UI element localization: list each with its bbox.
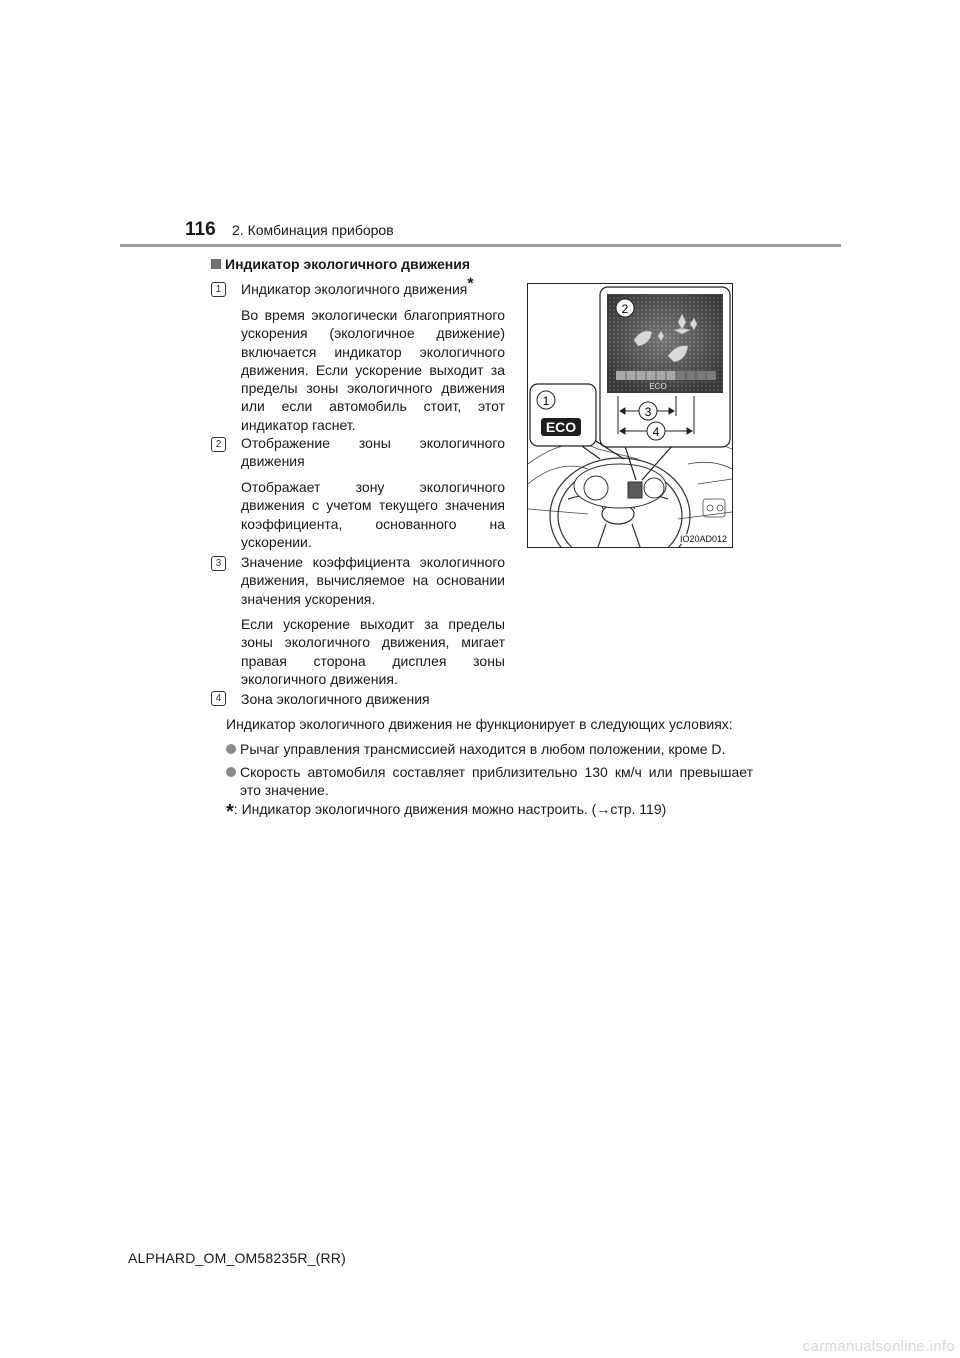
item-title-1-text: Индикатор экологичного движения	[241, 281, 468, 297]
instrument-cluster	[574, 464, 666, 508]
item-title-1	[241, 275, 474, 298]
item-description-1: Во время экологически благоприятного ускорения (экологичное движение) включается индикатор экологичного движения. Если ускорение выходит за пределы зоны экологичного движения или если автомобиль стоит, этот индикатор гаснет.	[241, 307, 505, 433]
eco-zone-bar	[616, 371, 716, 380]
document-code: ALPHARD_OM_OM58235R_(RR)	[128, 1250, 346, 1266]
condition-item-2	[226, 763, 753, 800]
condition-item-1	[226, 740, 753, 758]
callout-1-label: 1	[542, 394, 550, 408]
item-description-3: Если ускорение выходит за пределы зоны экологичного движения, мигает правая сторона дисплея зоны экологичного движения.	[241, 616, 505, 687]
callout-3-label: 3	[644, 405, 652, 419]
item-number-3: 3	[211, 556, 226, 571]
item-title-2: Отображение зоны экологичного движения	[241, 435, 505, 470]
eco-lamp-label: ECO	[545, 419, 577, 435]
square-bullet-icon	[211, 259, 221, 269]
footnote-star: *	[226, 801, 234, 823]
chapter-title: 2. Комбинация приборов	[232, 222, 394, 238]
callout-4-label: 4	[652, 425, 660, 439]
header-divider	[120, 244, 841, 247]
footnote	[226, 801, 666, 824]
section-heading	[211, 256, 470, 272]
item-number-2: 2	[211, 437, 226, 452]
watermark: carmanualsonline.info	[802, 1338, 955, 1355]
item-description-2: Отображает зону экологичного движения с учетом текущего значения коэффициента, основанного на ускорении.	[241, 479, 505, 550]
page-number: 116	[185, 219, 216, 240]
condition-text-2: Скорость автомобиля составляет приблизительно 130 км/ч или превышает это значение.	[240, 764, 753, 799]
footnote-marker: *	[467, 275, 474, 293]
footnote-text: : Индикатор экологичного движения можно настроить. (→стр. 119)	[233, 801, 667, 817]
conditions-intro: Индикатор экологичного движения не функционирует в следующих условиях:	[226, 716, 733, 732]
item-number-4: 4	[211, 691, 226, 706]
callout-2-label: 2	[621, 302, 629, 316]
item-title-3: Значение коэффициента экологичного движения, вычисляемое на основании значения ускорения.	[241, 554, 505, 607]
item-number-1: 1	[211, 282, 226, 297]
figure-code: IO20AD012	[679, 534, 727, 544]
section-heading-text: Индикатор экологичного движения	[225, 256, 471, 272]
eco-indicator-illustration	[527, 283, 733, 548]
bullet-icon	[226, 767, 236, 777]
condition-text-1: Рычаг управления трансмиссией находится в любом положении, кроме D.	[240, 741, 726, 757]
item-title-4: Зона экологичного движения	[241, 691, 430, 707]
illustration-drawing	[528, 284, 732, 547]
bar-eco-label: ECO	[649, 382, 667, 391]
bullet-icon	[226, 744, 236, 754]
